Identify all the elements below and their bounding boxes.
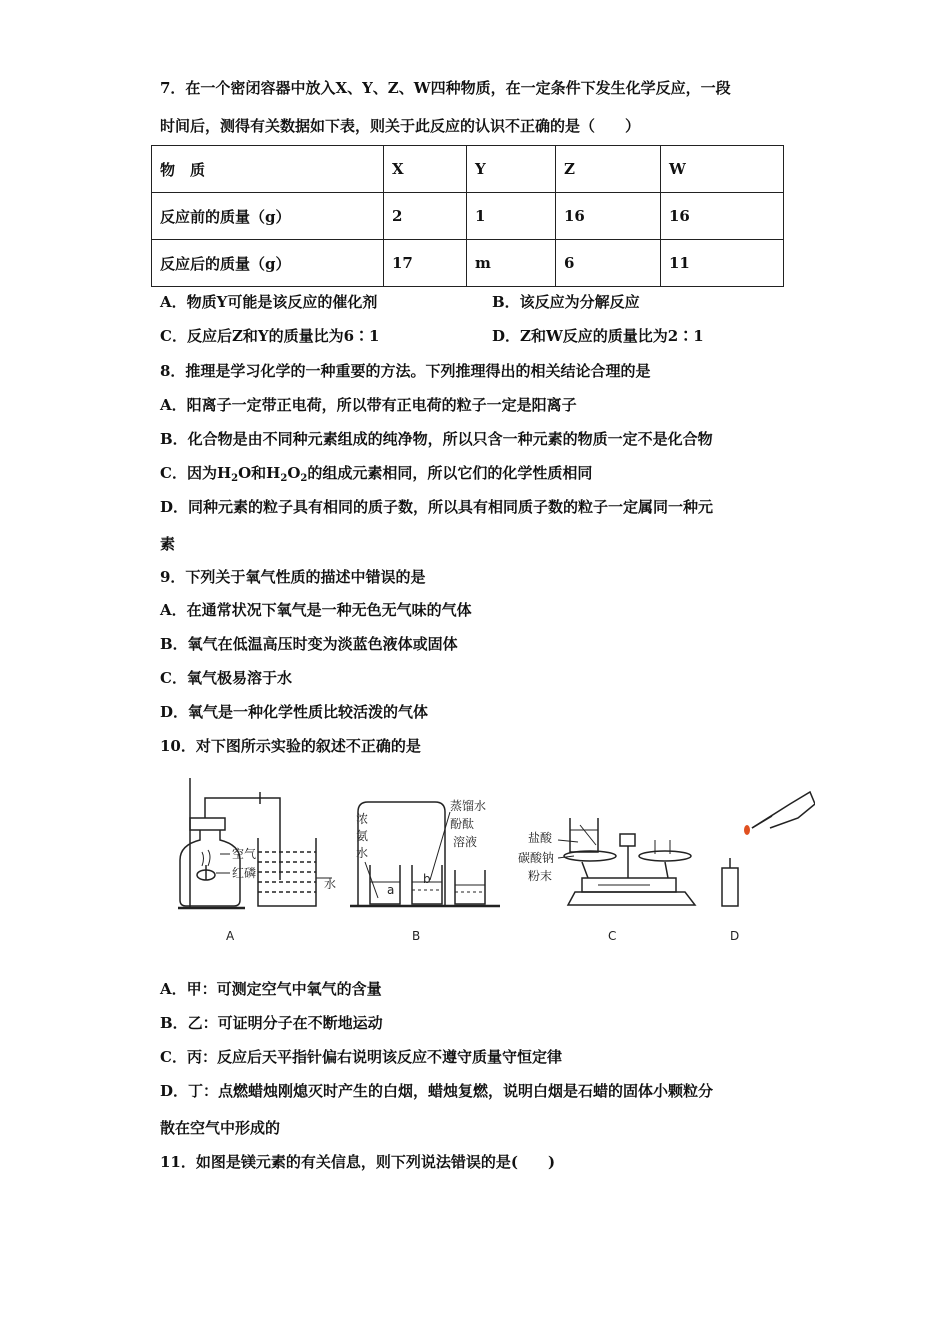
figure-label-a: A bbox=[226, 929, 235, 943]
q7-option-b: B．该反应为分解反应 bbox=[492, 293, 640, 311]
table-cell: 反应后的质量（g） bbox=[152, 240, 384, 287]
q10-option-a: A．甲：可测定空气中氧气的含量 bbox=[160, 980, 382, 998]
q10-option-d-line1: D．丁：点燃蜡烛刚熄灭时产生的白烟，蜡烛复燃，说明白烟是石蜡的固体小颗粒分 bbox=[160, 1082, 714, 1100]
label-hydrochloric-acid: 盐酸 bbox=[528, 831, 553, 845]
table-header-row bbox=[152, 146, 784, 193]
table-cell: 2 bbox=[384, 193, 467, 240]
q7-stem-line1: 7．在一个密闭容器中放入X、Y、Z、W四种物质，在一定条件下发生化学反应，一段 bbox=[160, 79, 731, 97]
table-row bbox=[152, 240, 784, 287]
q7-data-table bbox=[151, 145, 784, 287]
q8-option-c bbox=[160, 463, 592, 489]
table-cell: 反应前的质量（g） bbox=[152, 193, 384, 240]
q9-option-c: C．氧气极易溶于水 bbox=[160, 669, 292, 687]
q10-stem: 10．对下图所示实验的叙述不正确的是 bbox=[160, 737, 421, 755]
q8-option-d-line1: D．同种元素的粒子具有相同的质子数，所以具有相同质子数的粒子一定属同一种元 bbox=[160, 498, 714, 516]
q10-option-b: B．乙：可证明分子在不断地运动 bbox=[160, 1014, 383, 1032]
q7-stem-line2: 时间后，测得有关数据如下表，则关于此反应的认识不正确的是（ ） bbox=[160, 117, 641, 135]
apparatus-c-balance bbox=[558, 818, 695, 905]
label-solution: 溶液 bbox=[453, 835, 478, 849]
q10-option-d-line2: 散在空气中形成的 bbox=[160, 1119, 281, 1137]
q7-option-a: A．物质Y可能是该反应的催化剂 bbox=[160, 293, 378, 311]
table-cell: 1 bbox=[467, 193, 556, 240]
label-ammonia-3: 水 bbox=[356, 846, 369, 860]
q8-option-d-line2: 素 bbox=[160, 535, 176, 553]
table-cell: 11 bbox=[661, 240, 784, 287]
q9-option-b: B．氧气在低温高压时变为淡蓝色液体或固体 bbox=[160, 635, 458, 653]
apparatus-a-beaker bbox=[258, 838, 332, 906]
apparatus-a-flask bbox=[178, 778, 280, 908]
q8-option-c-text: C．因为H bbox=[160, 464, 232, 482]
match-flame-icon bbox=[744, 825, 750, 835]
table-header-cell: X bbox=[384, 146, 467, 193]
table-header-cell: Y bbox=[467, 146, 556, 193]
label-sodium-carbonate: 碳酸钠 bbox=[518, 851, 555, 865]
label-ammonia-2: 氨 bbox=[356, 829, 369, 843]
experiment-diagram bbox=[150, 770, 815, 950]
q9-option-d: D．氧气是一种化学性质比较活泼的气体 bbox=[160, 703, 429, 721]
table-row bbox=[152, 193, 784, 240]
apparatus-b-bell-jar bbox=[350, 802, 500, 906]
q10-option-c: C．丙：反应后天平指针偏右说明该反应不遵守质量守恒定律 bbox=[160, 1048, 562, 1066]
label-red-phosphorus: 红磷 bbox=[232, 866, 257, 880]
figure-label-d: D bbox=[730, 929, 740, 943]
q8-option-c-text: 的组成元素相同，所以它们的化学性质相同 bbox=[307, 464, 593, 482]
table-cell: 17 bbox=[384, 240, 467, 287]
label-distilled-water: 蒸馏水 bbox=[450, 799, 487, 813]
table-header-cell: Z bbox=[556, 146, 661, 193]
label-air: 空气 bbox=[232, 847, 257, 861]
subscript: 2 bbox=[300, 473, 308, 484]
q10-experiment-figure bbox=[150, 770, 815, 950]
label-water: 水 bbox=[324, 877, 337, 891]
table-cell: 16 bbox=[556, 193, 661, 240]
table-cell: 6 bbox=[556, 240, 661, 287]
q8-option-c-text: O bbox=[287, 464, 301, 482]
table-cell: 16 bbox=[661, 193, 784, 240]
q9-stem: 9．下列关于氧气性质的描述中错误的是 bbox=[160, 568, 426, 586]
q8-stem: 8．推理是学习化学的一种重要的方法。下列推理得出的相关结论合理的是 bbox=[160, 362, 651, 380]
q8-option-b: B．化合物是由不同种元素组成的纯净物，所以只含一种元素的物质一定不是化合物 bbox=[160, 430, 713, 448]
figure-label-c: C bbox=[608, 929, 617, 943]
q11-stem: 11．如图是镁元素的有关信息，则下列说法错误的是( ) bbox=[160, 1153, 556, 1171]
label-phenolphthalein: 酚酞 bbox=[450, 817, 475, 831]
figure-label-b: B bbox=[412, 929, 421, 943]
subscript: 2 bbox=[231, 473, 239, 484]
table-header-cell: 物 质 bbox=[152, 146, 384, 193]
label-beaker-a: a bbox=[387, 883, 395, 897]
q8-option-a: A．阳离子一定带正电荷，所以带有正电荷的粒子一定是阳离子 bbox=[160, 396, 577, 414]
q9-option-a: A．在通常状况下氧气是一种无色无气味的气体 bbox=[160, 601, 472, 619]
subscript: 2 bbox=[280, 473, 288, 484]
q7-option-c: C．反应后Z和Y的质量比为6∶1 bbox=[160, 327, 380, 345]
label-beaker-b: b bbox=[423, 872, 431, 886]
label-ammonia-1: 浓 bbox=[356, 812, 369, 826]
label-powder: 粉末 bbox=[528, 869, 553, 883]
table-cell: m bbox=[467, 240, 556, 287]
apparatus-d-candle bbox=[722, 792, 815, 906]
q7-option-d: D．Z和W反应的质量比为2∶1 bbox=[492, 327, 704, 345]
q8-option-c-text: O和H bbox=[238, 464, 281, 482]
table-header-cell: W bbox=[661, 146, 784, 193]
